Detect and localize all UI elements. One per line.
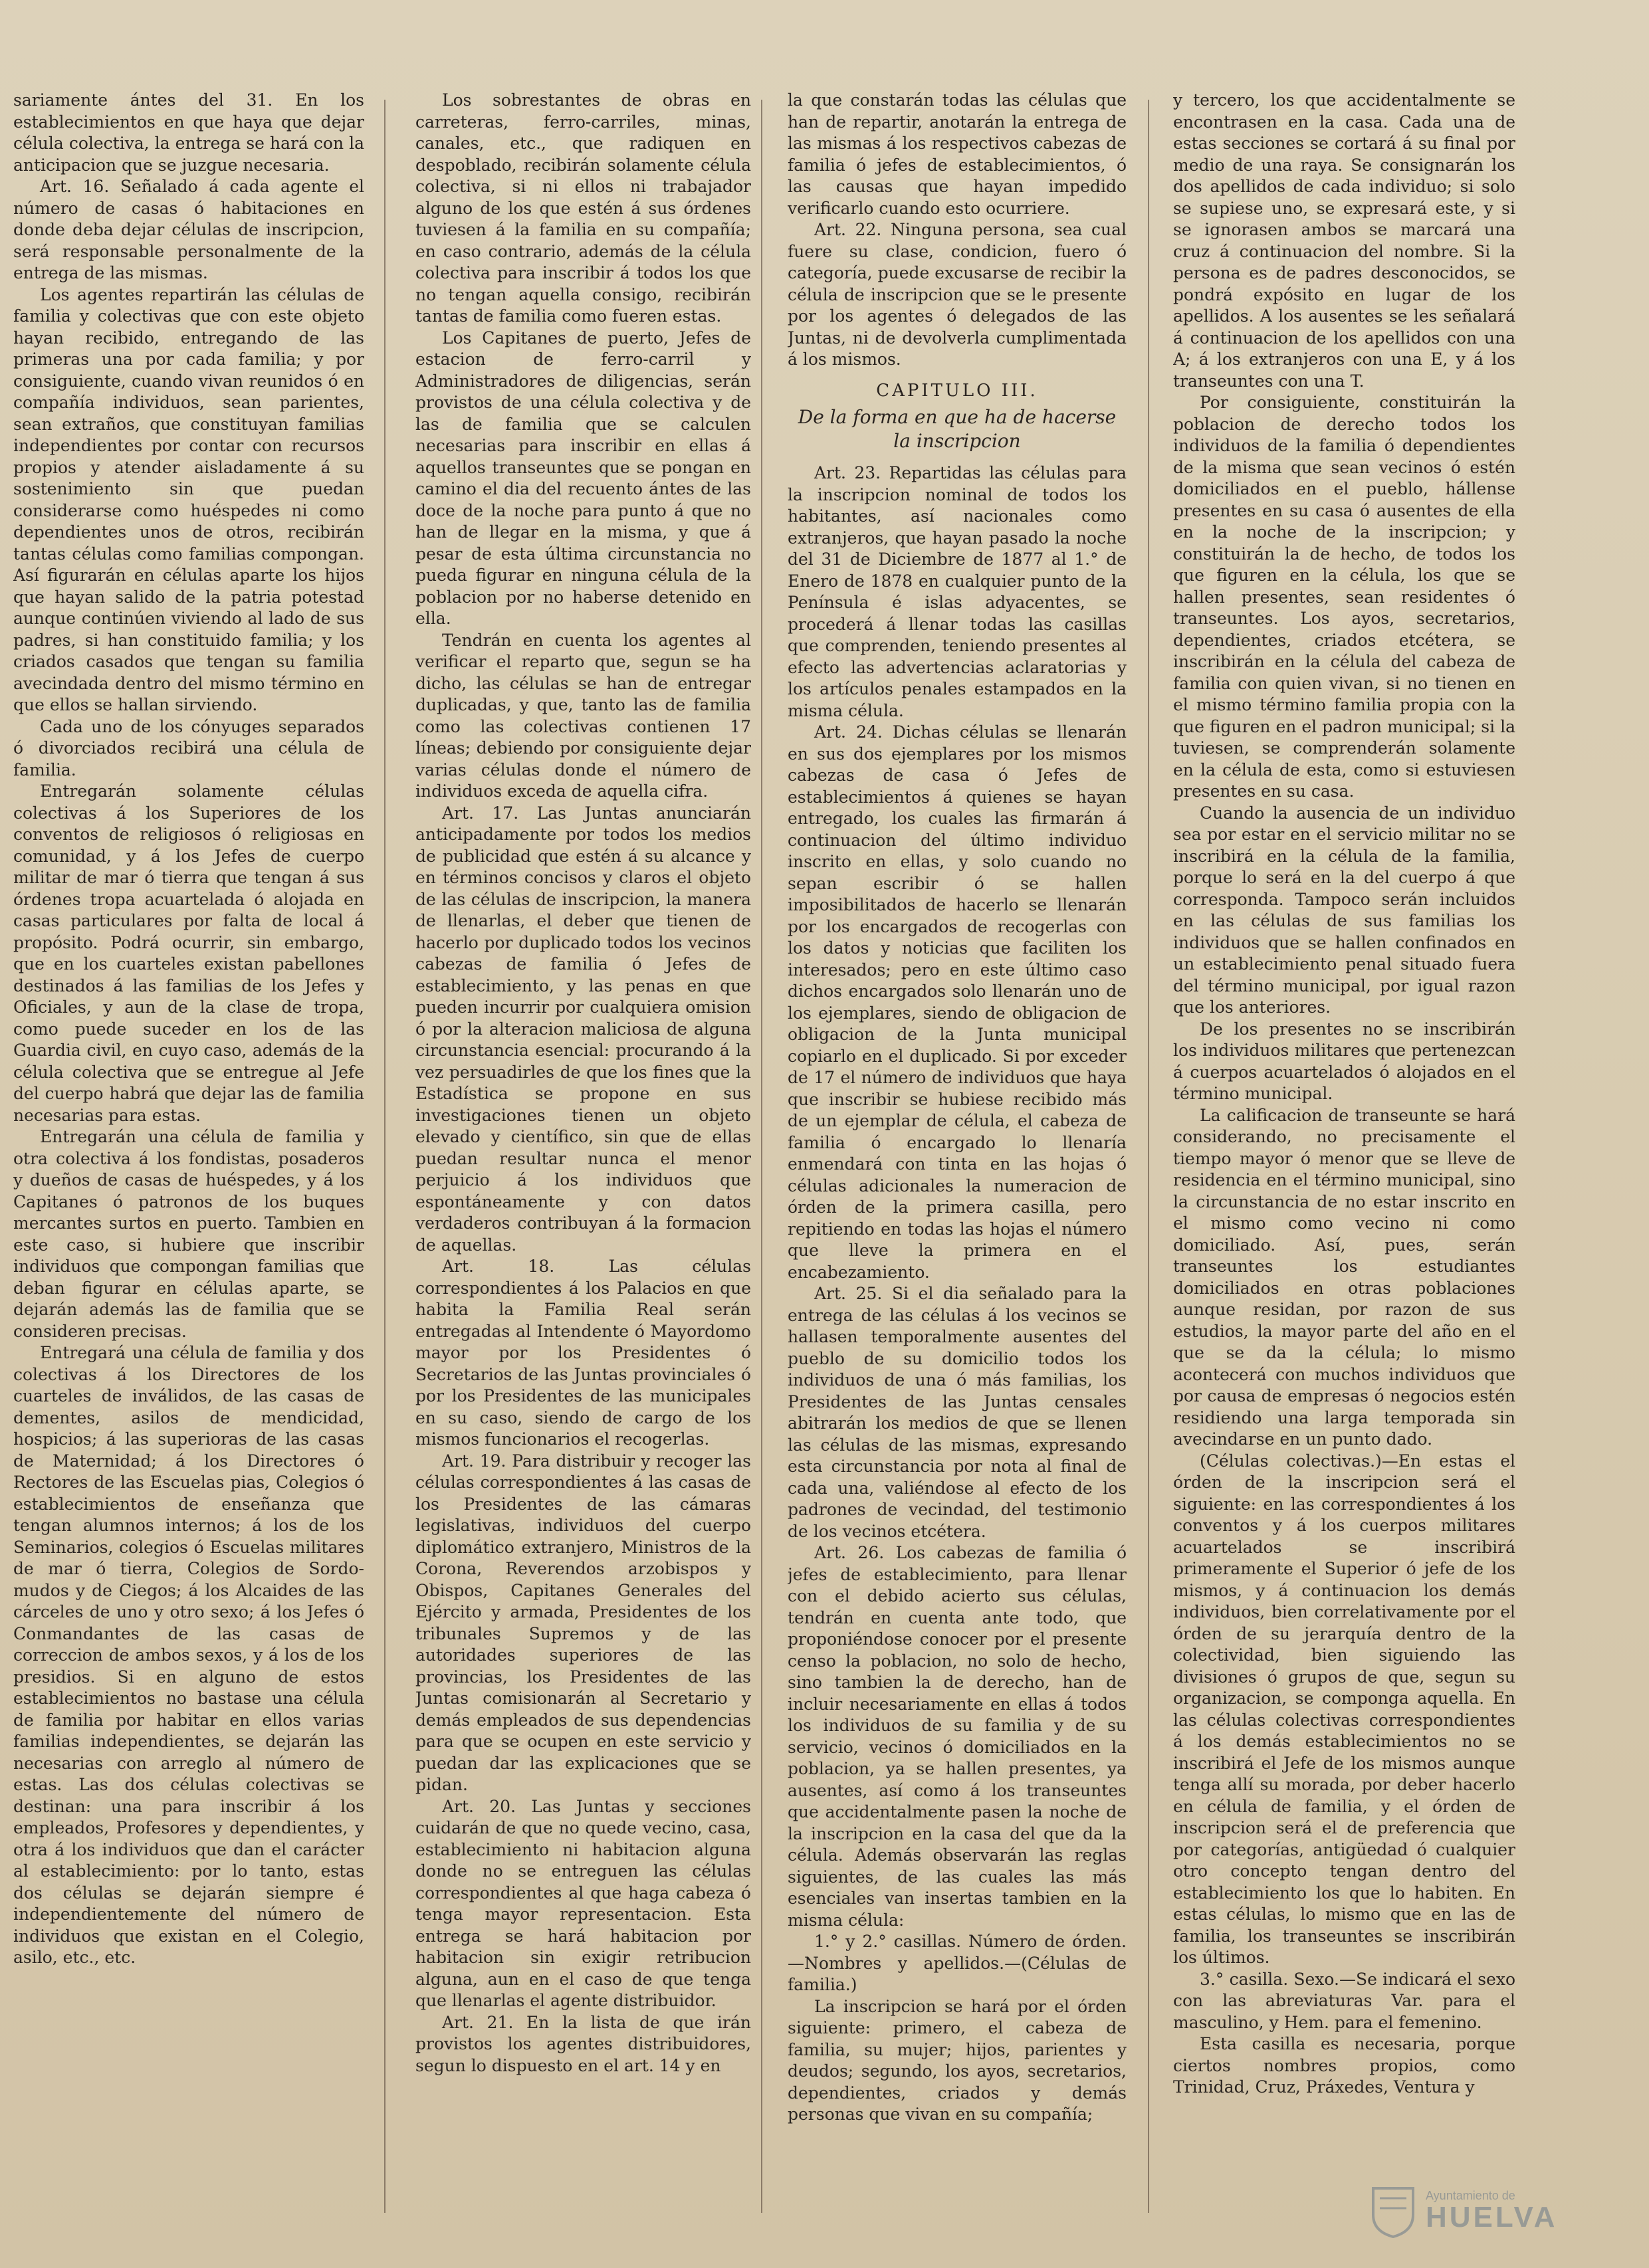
column-divider	[1148, 100, 1149, 2213]
column-4-paragraph: Esta casilla es necesaria, porque ciertos nombres propios, como Trinidad, Cruz, Práxedes, Ventura y	[1173, 2034, 1515, 2097]
column-3-paragraph: Art. 22. Ninguna persona, sea cual fuere su clase, condicion, fuero ó categoría, puede excusarse de recibir la célula de inscripcion que se le presente por los agentes ó delegados de las Juntas, ni de devolverla cumplimentada á los mismos.	[788, 220, 1127, 369]
chapter-heading: CAPITULO III.	[876, 380, 1038, 401]
column-4-paragraph: Cuando la ausencia de un individuo sea por estar en el servicio militar no se inscribirá en la célula de la familia, porque lo será en la del cuerpo á que corresponda. Tampoco serán incluidos en las células de sus familias los individuos que se hallen confinados en un establecimiento penal situado fuera del término municipal, por igual razon que los anteriores.	[1173, 803, 1515, 1017]
column-2-paragraph: Art. 18. Las células correspondientes á los Palacios en que habita la Familia Real serán entregadas al Intendente ó Mayordomo mayor por los Presidentes ó Secretarios de las Juntas provinciales ó por los Presidentes de las municipales en su caso, siendo de cargo de los mismos funcionarios el recogerlas.	[415, 1257, 751, 1449]
column-1-paragraph: Entregarán solamente células colectivas á los Superiores de los conventos de religiosos ó religiosas en comunidad, y á los Jefes de cuerpo militar de mar ó tierra que tengan á sus órdenes tropa acuartelada ó alojada en casas particulares por falta de local á propósito. Podrá ocurrir, sin embargo, que en los cuarteles existan pabellones destinados á las familias de los Jefes y Oficiales, y aun de la clase de tropa, como puede suceder en los de las Guardia civil, en cuyo caso, además de la célula colectiva que se entregue al Jefe del cuerpo habrá que dejar las de familia necesarias para estas.	[13, 781, 364, 1125]
column-2-paragraph: Art. 19. Para distribuir y recoger las células correspondientes á las casas de los Presidentes de las cámaras legislativas, individuos del cuerpo diplomático extranjero, Ministros de la Corona, Reverendos arzobispos y Obispos, Capitanes Generales del Ejército y armada, Presidentes de los tribunales Supremos y de las autoridades superiores de las provincias, los Presidentes de las Juntas comisionarán al Secretario y demás empleados de sus dependencias para que se ocupen en este servicio y puedan dar las explicaciones que se pidan.	[415, 1451, 751, 1794]
column-3-paragraph: Art. 26. Los cabezas de familia ó jefes de establecimiento, para llenar con el debido acierto sus células, tendrán en cuenta ante todo, que proponiéndose conocer por el presente censo la poblacion, no solo de hecho, sino tambien la de derecho, han de incluir necesariamente en ellas á todos los individuos de su familia y de su servicio, vecinos ó domiciliados en la poblacion, ya se hallen presentes, ya ausentes, así como á los transeuntes que accidentalmente pasen la noche de la inscripcion en la casa del que da la célula. Además observarán las reglas siguientes, de las cuales las más esenciales van insertas tambien en la misma célula:	[788, 1543, 1127, 1930]
column-divider	[384, 100, 385, 2213]
column-4-paragraph: La calificacion de transeunte se hará considerando, no precisamente el tiempo mayor ó menor que se lleve de residencia en el término municipal, sino la circunstancia de no estar inscrito en el mismo como vecino ni como domiciliado. Así, pues, serán transeuntes los estudiantes domiciliados en otras poblaciones aunque residan, por razon de sus estudios, la mayor parte del año en el que se da la célula; lo mismo acontecerá con muchos individuos que por causa de empresas ó negocios estén residiendo una larga temporada sin avecindarse en un punto dado.	[1173, 1105, 1515, 1449]
column-4-paragraph: Por consiguiente, constituirán la poblacion de derecho todos los individuos de la familia ó dependientes de la misma que sean vecinos ó estén domiciliados en el pueblo, hállense presentes en su casa ó ausentes de ella en la noche de la inscripcion; y constituirán la de hecho, de todos los que figuren en la célula, los que se hallen presentes, sean residentes ó transeuntes. Los ayos, secretarios, dependientes, criados etcétera, se inscribirán en la célula del cabeza de familia con quien vivan, si no tienen en el mismo término familia propia con la que figuren en el padron municipal; si la tuviesen, se comprenderán solamente en la célula de esta, como si estuviesen presentes en su casa.	[1173, 393, 1515, 801]
column-1-paragraph: Entregarán una célula de familia y otra colectiva á los fondistas, posaderos y dueños de casas de huéspedes, y á los Capitanes ó patronos de los buques mercantes surtos en puerto. Tambien en este caso, si hubiere que inscribir individuos que compongan familias que deban figurar en células aparte, se dejarán además las de familia que se consideren precisas.	[13, 1127, 364, 1341]
chapter-title: De la forma en que ha de hacerse la inscripcion	[798, 406, 1117, 452]
column-1-paragraph: sariamente ántes del 31. En los establecimientos en que haya que dejar célula colectiva, la entrega se hará con la anticipacion que se juzgue necesaria.	[13, 90, 364, 175]
watermark-text	[1426, 2190, 1557, 2233]
column-1-paragraph: Art. 16. Señalado á cada agente el número de casas ó habitaciones en donde deba dejar células de inscripcion, será responsable personalmente de la entrega de las mismas.	[13, 177, 364, 282]
column-2-paragraph: Los sobrestantes de obras en carreteras, ferro-carriles, minas, canales, etc., que radiquen en despoblado, recibirán solamente célula colectiva, si ni ellos ni trabajador alguno de los que estén á sus órdenes tuviesen á la familia en su compañía; en caso contrario, además de la célula colectiva para inscribir á todos los que no tengan aquella consigo, recibirán tantas de familia como fueren estas.	[415, 90, 751, 326]
column-4-paragraph: (Células colectivas.)—En estas el órden de la inscripcion será el siguiente: en las correspondientes á los conventos y á los cuerpos militares acuartelados se inscribirá primeramente el Superior ó jefe de los mismos, y á continuacion los demás individuos, bien correlativamente por el órden de su jerarquía dentro de la colectividad, bien siguiendo las divisiones ó grupos de que, segun su organizacion, se componga aquella. En las células colectivas correspondientes á los demás establecimientos no se inscribirá el Jefe de los mismos aunque tenga allí su morada, por deber hacerlo en célula de familia, y el órden de inscripcion será el de preferencia que por categorías, antigüedad ó cualquier otro concepto tengan dentro del establecimiento los que lo habiten. En estas células, lo mismo que en las de familia, los transeuntes se inscribirán los últimos.	[1173, 1451, 1515, 1967]
column-3-paragraph: la que constarán todas las células que han de repartir, anotarán la entrega de las mismas á los respectivos cabezas de familia ó jefes de establecimientos, ó las causas que hayan impedido verificarlo cuando esto ocurriere.	[788, 90, 1127, 218]
column-3-paragraph: Art. 25. Si el dia señalado para la entrega de las células á los vecinos se hallasen temporalmente ausentes del pueblo de su domicilio todos los individuos de una ó más familias, los Presidentes de las Juntas censales abitrarán los medios de que se llenen las células de las mismas, expresando esta circunstancia por nota al final de cada una, valiéndose al efecto de los padrones de vecindad, del testimonio de los vecinos etcétera.	[788, 1284, 1127, 1541]
column-2-paragraph: Tendrán en cuenta los agentes al verificar el reparto que, segun se ha dicho, las células se han de entregar duplicadas, y que, tanto las de familia como las colectivas contienen 17 líneas; debiendo por consiguiente dejar varias células donde el número de individuos exceda de aquella cifra.	[415, 630, 751, 801]
column-2	[415, 90, 751, 2249]
column-2-paragraph: Los Capitanes de puerto, Jefes de estacion de ferro-carril y Administradores de diligencias, serán provistos de una célula colectiva y de las de familia que se calculen necesarias para inscribir en ellas á aquellos transeuntes que se pongan en camino el dia del recuento ántes de las doce de la noche para punto á que no han de llegar en la misma, y que á pesar de esta última circunstancia no pueda figurar en ninguna célula de la poblacion por no haberse detenido en ella.	[415, 328, 751, 628]
column-4	[1173, 90, 1515, 2249]
text-columns	[13, 90, 1636, 2249]
column-1-paragraph: Cada uno de los cónyuges separados ó divorciados recibirá una célula de familia.	[13, 716, 364, 779]
column-3-paragraph: La inscripcion se hará por el órden siguiente: primero, el cabeza de familia, su mujer; hijos, parientes y deudos; segundo, los ayos, secretarios, dependientes, criados y demás personas que vivan en su compañía;	[788, 1996, 1127, 2124]
column-4-paragraph: y tercero, los que accidentalmente se encontrasen en la casa. Cada una de estas secciones se cortará á su final por medio de una raya. Se consignarán los dos apellidos de cada individuo; si solo se supiese uno, se expresará este, y si se ignorasen ambos se marcará una cruz á continuacion del nombre. Si la persona es de padres desconocidos, se pondrá expósito en lugar de los apellidos. A los ausentes se les señalará á continuacion de los apellidos con una A; á los extranjeros con una E, y á los transeuntes con una T.	[1173, 90, 1515, 391]
city-crest-icon	[1370, 2185, 1416, 2238]
column-2-paragraph: Art. 17. Las Juntas anunciarán anticipadamente por todos los medios de publicidad que estén á su alcance y en términos concisos y claros el objeto de las células de inscripcion, la manera de llenarlas, el deber que tienen de hacerlo por duplicado todos los vecinos cabezas de familia ó Jefes de establecimiento, y las penas en que pueden incurrir por cualquiera omision ó por la alteracion maliciosa de alguna circunstancia esencial: procurando á la vez persuadirles de que los fines que la Estadística se propone en sus investigaciones tienen un objeto elevado y científico, sin que de ellas puedan resultar nunca el menor perjuicio á los individuos que espontáneamente y con datos verdaderos contribuyan á la formacion de aquellas.	[415, 803, 751, 1255]
column-1	[13, 90, 364, 2249]
column-4-paragraph: 3.° casilla. Sexo.—Se indicará el sexo con las abreviaturas Var. para el masculino, y Hem. para el femenino.	[1173, 1969, 1515, 2032]
column-2-paragraph: Art. 21. En la lista de que irán provistos los agentes distribuidores, segun lo dispuesto en el art. 14 y en	[415, 2012, 751, 2075]
column-1-paragraph: Entregará una célula de familia y dos colectivas á los Directores de los cuarteles de inválidos, de las casas de dementes, asilos de mendicidad, hospicios; á las superioras de las casas de Maternidad; á los Directores ó Rectores de las Escuelas pias, Colegios ó establecimientos de enseñanza que tengan alumnos internos; á los de los Seminarios, colegios ó Escuelas militares de mar ó tierra, Colegios de Sordo-mudos y de Ciegos; á los Alcaides de las cárceles de uno y otro sexo; á los Jefes ó Conmandantes de las casas de correccion de ambos sexos, y á los de los presidios. Si en alguno de estos establecimientos no bastase una célula de familia por habitar en ellos varias familias independientes, se dejarán las necesarias con arreglo al número de estas. Las dos células colectivas se destinan: una para inscribir á los empleados, Profesores y dependientes, y otra á los individuos que dan el carácter al establecimiento: por lo tanto, estas dos células se dejarán siempre é independientemente del número de individuos que existan en el Colegio, asilo, etc., etc.	[13, 1343, 364, 1967]
column-divider	[761, 100, 762, 2213]
column-4-paragraph: De los presentes no se inscribirán los individuos militares que pertenezcan á cuerpos acuartelados ó alojados en el término municipal.	[1173, 1019, 1515, 1103]
column-3-paragraph: Art. 24. Dichas células se llenarán en sus dos ejemplares por los mismos cabezas de casa ó Jefes de establecimientos á quienes se hayan entregado, los cuales las firmarán á continuacion del último individuo inscrito en ellas, y solo cuando no sepan escribir ó se hallen imposibilitados de hacerlo se llenarán por los encargados de recogerlas con los datos y noticias que faciliten los interesados; pero en este último caso dichos encargados solo llenarán uno de los ejemplares, siendo de obligacion de obligacion de la Junta municipal copiarlo en el duplicado. Si por exceder de 17 el número de individuos que haya que inscribir se hubiese recibido más de un ejemplar de célula, el cabeza de familia ó encargado lo llenaría enmendará con tinta en las hojas ó células adicionales la numeracion de órden de la primera casilla, pero repitiendo en todas las hojas el número que lleve la primera en el encabezamiento.	[788, 722, 1127, 1282]
column-3-paragraph: 1.° y 2.° casillas. Número de órden.—Nombres y apellidos.—(Células de familia.)	[788, 1932, 1127, 1994]
column-2-paragraph: Art. 20. Las Juntas y secciones cuidarán de que no quede vecino, casa, establecimiento ni habitacion alguna donde no se entreguen las células correspondientes al que haga cabeza ó tenga mayor representacion. Esta entrega se hará habitacion por habitacion sin exigir retribucion alguna, aun en el caso de que tenga que llenarlas el agente distribuidor.	[415, 1796, 751, 2010]
watermark-small: Ayuntamiento de	[1426, 2189, 1515, 2203]
column-3	[788, 90, 1127, 2249]
column-3-paragraph: Art. 23. Repartidas las células para la inscripcion nominal de todos los habitantes, así nacionales como extranjeros, que hayan pasado la noche del 31 de Diciembre de 1877 al 1.° de Enero de 1878 en cualquier punto de la Península é islas adyacentes, se procederá á llenar todas las casillas que comprenden, teniendo presentes al efecto las advertencias aclaratorias y los artículos penales estampados en la misma célula.	[788, 463, 1127, 720]
column-1-paragraph: Los agentes repartirán las células de familia y colectivas que con este objeto hayan recibido, entregando de las primeras una por cada familia; y por consiguiente, cuando vivan reunidos ó en compañía individuos, sean parientes, sean extraños, que constituyan familias independientes por contar con recursos propios y atender aisladamente á su sostenimiento sin que puedan considerarse como huéspedes ni como dependientes unos de otros, recibirán tantas células como familias compongan. Así figurarán en células aparte los hijos que hayan salido de la patria potestad aunque continúen viviendo al lado de sus padres, si han constituido familia; y los criados casados que tengan su familia avecindada dentro del mismo término en que ellos se hallan sirviendo.	[13, 284, 364, 714]
watermark-big: HUELVA	[1426, 2201, 1558, 2234]
archive-watermark	[1370, 2182, 1609, 2241]
